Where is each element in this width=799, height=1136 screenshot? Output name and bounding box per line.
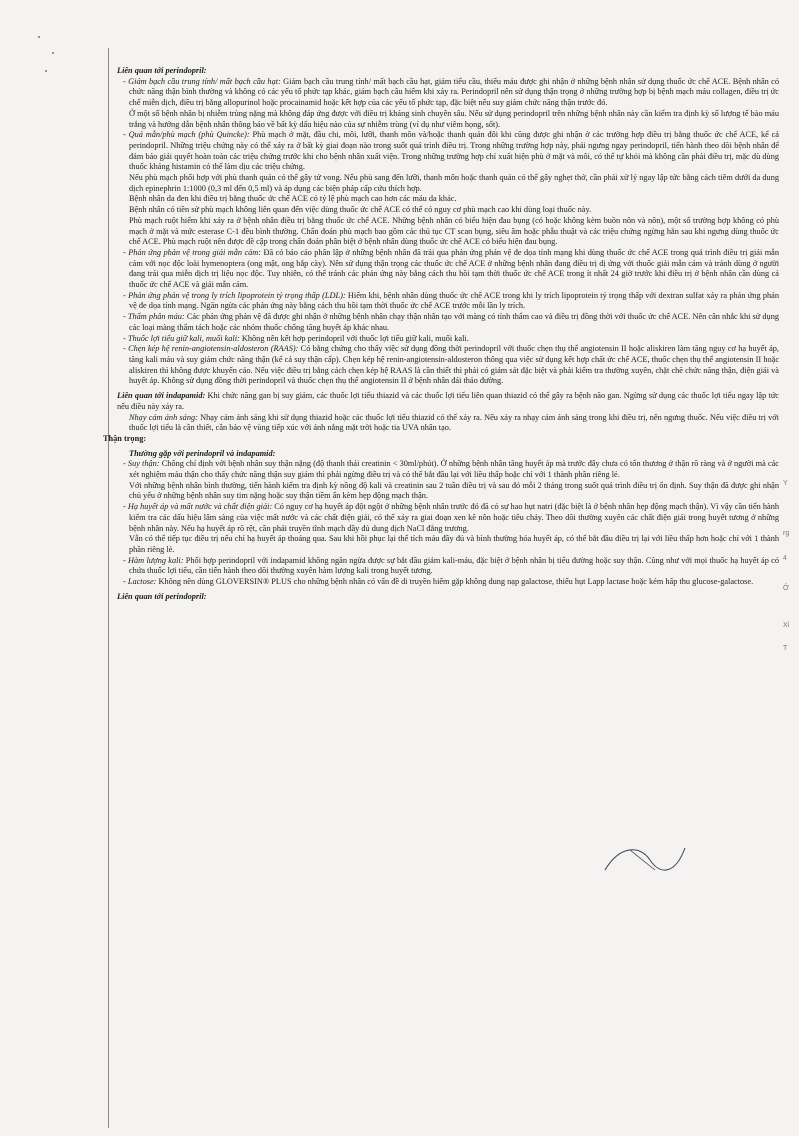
- list-item: - Suy thận: Chống chỉ định với bệnh nhân suy thận nặng (độ thanh thải creatinin < 30ml/phút). Ở những bệnh nhân tăng huyết áp mà trước đây chưa có tổn thương ở thận rõ ràng và ở người mà các xét nghiệm máu thận cho thấy chức năng thận suy giảm thì phải ngừng điều trị và có thể bắt đầu lại với liều thấp hoặc chỉ với 1 thành phần riêng lẻ.: [123, 459, 779, 480]
- margin-mark: Ở: [783, 585, 790, 592]
- margin-mark: Xí: [783, 622, 790, 629]
- paragraph: Nếu phù mạch phối hợp với phù thanh quản có thể gây tử vong. Nếu phù sang đến lưỡi, thanh môn hoặc thanh quản có thể gây nghẹt thở, cần phải xử lý ngay lập tức bằng cách tiêm dưới da dung dịch epinephrin 1:1000 (0,3 ml đến 0,5 ml) và áp dụng các biện pháp cấp cứu thích hợp.: [129, 173, 779, 193]
- list-item: - Lactose: Không nên dùng GLOVERSIN® PLUS cho những bệnh nhân có vấn đề di truyền hiếm gặp không dung nạp galactose, thiếu hụt Lapp lactase hoặc kém hấp thu glucose-galactose.: [123, 577, 754, 587]
- list-item: - Thuốc lợi tiểu giữ kali, muối kali: Không nên kết hợp perindopril với thuốc lợi tiểu giữ kali, muối kali.: [123, 333, 469, 343]
- list-item: - Hạ huyết áp và mất nước và chất điện giải: Có nguy cơ hạ huyết áp đột ngột ở những bệnh nhân trước đó đã có sự hao hụt natri (đặc biệt là ở bệnh nhân hẹp động mạch thận). Vì vậy cần tiến hành kiểm tra các dấu hiệu lâm sàng của việc mất nước và các chất điện giải, có thể xảy ra giai đoạn xen kẽ nôn hoặc tiêu chảy. Theo dõi thường xuyên các chất điện giải trong huyết tương ở những bệnh nhân này. Nếu hạ huyết áp rõ rệt, cần phải truyền tĩnh mạch dầy đủ dung dịch NaCl đẳng trương.: [123, 502, 780, 533]
- caution-subheading: Thường gặp với perindopril và indapamid:: [129, 448, 276, 458]
- list-item: - Phản ứng phản vệ trong giải mẫn cảm: Đã có báo cáo phân lập ở những bệnh nhân đã trải qua phản ứng phản vệ đe dọa tính mạng khi dùng thuốc ức chế ACE trong quá trình điều trị giải mẫn cảm với nọc độc loài hymenoptera (ong mật, ong bắp cày). Nên sử dụng thận trọng các thuốc ức chế ACE ở những bệnh nhân đang điều trị dị ứng với thuốc giải mẫn cảm và tránh dùng ở người đang trải qua miễn dịch trị liệu nọc độc. Tuy nhiên, có thể tránh các phản ứng này bằng cách thu hồi tạm thời thuốc ức chế ACE trong ít nhất 24 giờ trước khi điều trị ở bệnh nhân cần dùng cả thuốc ức chế ACE và giải mẫn cảm.: [123, 247, 779, 290]
- list-item: - Phản ứng phản vệ trong ly trích lipoprotein tỷ trọng thấp (LDL): Hiếm khi, bệnh nhân dùng thuốc ức chế ACE trong khi ly trích lipoprotein tỷ trọng thấp với dextran sulfat xảy ra phản ứng phản vệ đe dọa tính mạng. Ngăn ngừa các phản ứng này bằng cách thu hồi tạm thời thuốc ức chế ACE trước mỗi lần ly trích.: [123, 290, 780, 311]
- margin-mark: rg: [783, 530, 790, 537]
- list-item: - Hàm lượng kali: Phối hợp perindopril với indapamid không ngăn ngừa được sự bắt đầu giảm kali-máu, đặc biệt ở bệnh nhân bị tiểu đường hoặc suy thận. Cũng như với mọi thuốc hạ huyết áp có chứa thuốc lợi tiểu, cần tiến hành theo dõi thường xuyên hàm lượng kali trong huyết tương.: [123, 555, 779, 576]
- margin-mark: T: [783, 645, 788, 652]
- indapamid-paragraph: Liên quan tới indapamid: Khi chức năng gan bị suy giảm, các thuốc lợi tiểu thiazid và các thuốc lợi tiểu liên quan thiazid có thể gây ra bệnh não gan. Ngừng sử dụng các thuốc lợi tiểu ngay lập tức nếu điều này xảy ra.: [117, 391, 779, 411]
- photosensitivity-paragraph: Nhạy cảm ánh sáng: Nhạy cảm ánh sáng khi sử dụng thiazid hoặc các thuốc lợi tiểu thiazid có thể xảy ra. Nếu xảy ra nhạy cảm ánh sáng trong khi điều trị, nên ngưng thuốc. Nếu việc điều trị với thuốc lợi tiểu là cần thiết, cần bảo vệ vùng tiếp xúc với ánh nắng mặt trời hoặc tia UVA nhân tạo.: [129, 412, 779, 433]
- list-item: - Thẩm phân máu: Các phản ứng phản vệ đã được ghi nhận ở những bệnh nhân chạy thận nhân tạo với màng có tính thẩm cao và điều trị đồng thời với thuốc ức chế ACE. Nên cân nhắc khi sử dụng các loại màng thẩm tách hoặc các nhóm thuốc chống tăng huyết áp khác nhau.: [123, 312, 779, 332]
- scan-speck: [45, 70, 47, 72]
- margin-mark: Y: [783, 480, 788, 487]
- paragraph: Bệnh nhân da đen khi điều trị bằng thuốc ức chế ACE có tỷ lệ phù mạch cao hơn các máu da khác.: [129, 194, 457, 204]
- pen-mark: [600, 840, 690, 880]
- paragraph: Bệnh nhân có tiền sử phù mạch không liên quan đến việc dùng thuốc ức chế ACE có thể có nguy cơ phù mạch cao khi dùng loại thuốc này.: [129, 205, 592, 215]
- paragraph: Phù mạch ruột hiếm khi xảy ra ở bệnh nhân điều trị bằng thuốc ức chế ACE. Những bệnh nhân có biểu hiện đau bụng (có hoặc không kèm buồn nôn và nôn), một số trường hợp không có phù mạch ở mặt và mức esterase C-1 đều bình thường. Chẩn đoán phù mạch bao gồm các thủ tục CT scan bụng, siêu âm hoặc phẫu thuật và các triệu chứng ngừng hẳn sau khi ngưng dùng thuốc ức chế ACE. Phù mạch ruột nên được đề cập trong chẩn đoán phân biệt ở bệnh nhân dùng thuốc ức chế ACE có biểu hiện đau bụng.: [129, 215, 779, 247]
- footer-heading: Liên quan tới perindopril:: [117, 591, 207, 601]
- paragraph: Với những bệnh nhân bình thường, tiến hành kiểm tra định kỳ nồng độ kali và creatinin sau 2 tuần điều trị và sau đó mỗi 2 tháng trong suốt quá trình điều trị ổn định. Suy thận đã được ghi nhận chủ yếu ở những bệnh nhân suy tim nặng hoặc suy thận tiềm ẩn kèm hẹp động mạch thận.: [129, 480, 779, 501]
- scan-speck: [38, 36, 40, 38]
- list-item: - Quá mẫn/phù mạch (phù Quincke): Phù mạch ở mặt, đầu chi, môi, lưỡi, thanh môn và/hoặc thanh quản đôi khi cũng được ghi nhận ở các trường hợp điều trị bằng thuốc ức chế ACE, kể cả perindopril. Những triệu chứng này có thể xảy ra ở bất kỳ giai đoạn nào trong suốt quá trình điều trị. Trong những trường hợp này, phải ngưng ngay perindopril, tiến hành theo dõi bệnh nhân để đảm bảo giải quyết hoàn toàn các triệu chứng trước khi cho bệnh nhân xuất viện. Trong những trường hợp chỉ xuất hiện phù ở mặt và môi, có thể tự khỏi mà không cần phải điều trị, mặc dù dùng thuốc kháng histamin có thể làm dịu các triệu chứng.: [123, 130, 779, 172]
- scan-speck: [52, 52, 54, 54]
- caution-heading: Thận trọng:: [103, 433, 147, 443]
- page-content: [103, 66, 780, 602]
- list-item: - Chẹn kép hệ renin-angiotensin-aldosteron (RAAS): Có bằng chứng cho thấy việc sử dụng đồng thời perindopril với thuốc chẹn thụ thể angiotensin II hoặc aliskiren làm tăng nguy cơ hạ huyết áp, tăng kali máu và suy giảm chức năng thận (kể cả suy thận cấp). Chẹn kép hệ renin-angiotensin-aldosteron thông qua việc sử dụng kết hợp chất ức chế ACE, thuốc chẹn thụ thể angiotensin II hoặc aliskiren thì không được khuyến cáo. Nếu việc điều trị bằng cách chẹn kép hệ RAAS là cần thiết thì phải có giám sát đặc biệt và phải kiểm tra thường xuyên, chặt chẽ chức năng thận, điện giải và huyết áp. Không sử dụng đồng thời perindopril và thuốc chẹn thụ thể angiotensin II ở bệnh nhân đái tháo đường.: [123, 344, 779, 386]
- section-heading: Liên quan tới perindopril:: [117, 66, 207, 75]
- paragraph: Vẫn có thể tiếp tục điều trị nếu chỉ hạ huyết áp thoáng qua. Sau khi hồi phục lại thể tích máu đầy đủ và bình thường hóa huyết áp, có thể bắt đầu điều trị lại với liều thấp hơn hoặc chỉ với 1 thành phần riêng lẻ.: [129, 534, 779, 554]
- list-item: - Giảm bạch cầu trung tính/ mất bạch cầu hạt: Giảm bạch cầu trung tính/ mất bạch cầu hạt, giảm tiểu cầu, thiếu máu được ghi nhận ở những bệnh nhân sử dụng thuốc ức chế ACE. Bệnh nhân có chức năng thận bình thường và không có các yếu tố phức tạp khác, giảm bạch cầu hiếm khi xảy ra. Perindopril nên sử dụng thận trọng ở những trường hợp bị bệnh mạch máu collagen, điều trị ức chế miễn dịch, điều trị bằng allopurinol hoặc procainamid hoặc kết hợp của các yếu tố phức tạp, đặc biệt nếu suy giảm chức năng thận trước đó.: [123, 76, 779, 108]
- paragraph: Ở một số bệnh nhân bị nhiễm trùng nặng mà không đáp ứng được với điều trị kháng sinh chuyên sâu. Nếu sử dụng perindopril trên những bệnh nhân này cần kiểm tra định kỳ số lượng tế bào máu trắng và hướng dẫn bệnh nhân thông báo về bất kỳ dấu hiệu nào của sự nhiễm trùng (ví dụ như viêm họng, sốt).: [129, 108, 779, 129]
- margin-mark: 4: [783, 555, 787, 562]
